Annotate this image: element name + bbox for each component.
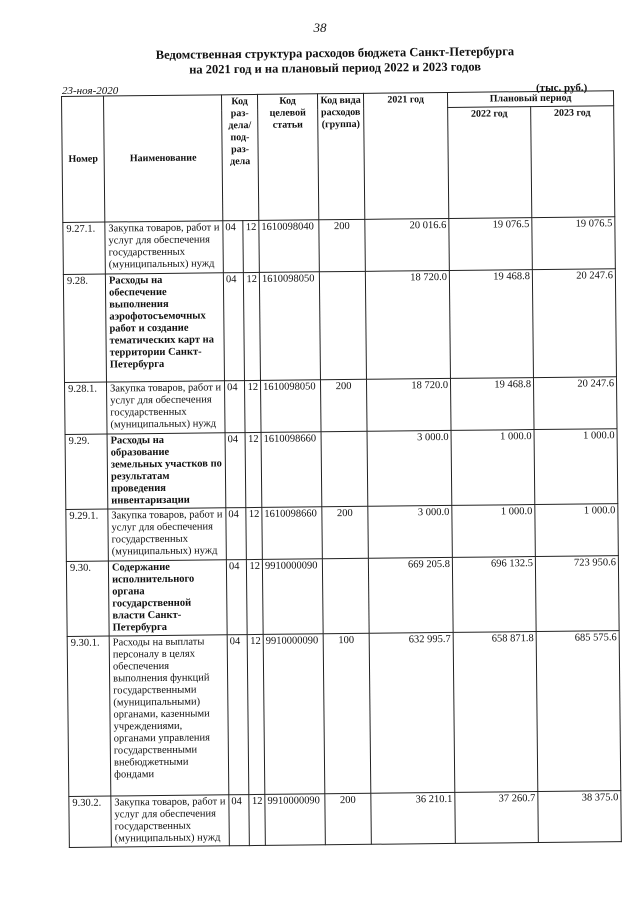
header-planned-period: Плановый период <box>447 91 613 108</box>
row-name: Закупка товаров, работ и услуг для обеспечения государственных (муниципальных) нужд <box>111 795 230 847</box>
page-number: 38 <box>313 20 327 35</box>
row-expense-type <box>319 271 366 379</box>
row-target-code: 1610098050 <box>261 380 322 433</box>
row-value-2022: 37 260.7 <box>455 792 539 844</box>
row-subsection: 12 <box>246 559 263 634</box>
row-value-2023: 1 000.0 <box>534 429 618 505</box>
table-header <box>62 91 615 223</box>
row-value-2023: 19 076.5 <box>532 217 616 270</box>
row-name: Закупка товаров, работ и услуг для обеспечения государственных (муниципальных) нужд <box>106 381 225 434</box>
row-subsection: 12 <box>246 507 263 559</box>
row-expense-type: 200 <box>319 219 366 271</box>
table-row <box>63 269 616 383</box>
header-2021: 2021 год <box>364 92 449 219</box>
row-value-2023: 1 000.0 <box>535 504 619 557</box>
row-target-code: 1610098660 <box>262 507 323 560</box>
row-target-code: 9910000090 <box>263 634 325 795</box>
row-name: Расходы на образование земельных участков по результатам проведения инвентаризации <box>107 433 226 509</box>
budget-table <box>61 90 622 848</box>
row-target-code: 1610098040 <box>259 220 320 273</box>
row-name: Содержание исполнительного органа государственной власти Санкт-Петербурга <box>108 560 227 636</box>
row-subsection: 12 <box>243 220 260 272</box>
row-name: Закупка товаров, работ и услуг для обеспечения государственных (муниципальных) нужд <box>105 221 224 274</box>
table-row <box>69 791 622 848</box>
header-target-code: Код целевой статьи <box>258 94 319 221</box>
table-row <box>66 504 619 562</box>
row-value-2022: 19 468.8 <box>450 378 534 431</box>
row-value-2022: 19 076.5 <box>449 218 533 271</box>
row-target-code: 9910000090 <box>265 794 326 846</box>
row-subsection: 12 <box>245 432 262 507</box>
row-expense-type: 200 <box>322 506 369 558</box>
row-value-2022: 1 000.0 <box>452 505 536 558</box>
row-section: 04 <box>223 221 244 273</box>
row-subsection: 12 <box>247 634 265 794</box>
row-name: Расходы на обеспечение выполнения аэрофотосъемочных работ и создание тематических карт на территории Санкт-Петербурга <box>105 273 224 382</box>
row-value-2023: 685 575.6 <box>536 631 621 792</box>
row-number: 9.30.1. <box>67 636 111 796</box>
row-subsection: 12 <box>249 794 266 845</box>
row-subsection: 12 <box>244 380 261 432</box>
row-section: 04 <box>226 560 247 635</box>
row-value-2023: 38 375.0 <box>538 791 622 843</box>
title-line-1: Ведомственная структура расходов бюджета Санкт-Петербурга <box>155 44 515 62</box>
row-target-code: 1610098660 <box>261 432 322 508</box>
row-expense-type <box>322 558 369 633</box>
row-value-2021: 36 210.1 <box>371 792 456 844</box>
table-row <box>65 429 618 510</box>
row-value-2021: 632 995.7 <box>369 632 455 793</box>
row-value-2021: 18 720.0 <box>366 378 451 431</box>
row-subsection: 12 <box>243 272 260 380</box>
title-line-2: на 2021 год и на плановый период 2022 и 2023 годов <box>189 59 482 77</box>
row-value-2022: 19 468.8 <box>449 270 533 379</box>
header-2022: 2022 год <box>448 107 532 219</box>
row-number: 9.28. <box>63 274 106 382</box>
header-2023: 2023 год <box>531 106 615 218</box>
row-value-2022: 696 132.5 <box>452 557 536 633</box>
budget-table-sheet <box>61 90 621 845</box>
row-value-2022: 658 871.8 <box>453 632 538 793</box>
document-title <box>100 44 570 79</box>
row-expense-type <box>321 431 368 506</box>
row-section: 04 <box>223 273 244 381</box>
table-body <box>63 217 622 848</box>
row-value-2021: 3 000.0 <box>367 430 452 506</box>
row-section: 04 <box>226 508 247 560</box>
table-row <box>65 377 618 435</box>
row-value-2021: 3 000.0 <box>368 505 453 558</box>
table-row <box>66 556 619 637</box>
document-date: 23-ноя-2020 <box>62 85 119 97</box>
row-section: 04 <box>229 795 250 846</box>
row-target-code: 1610098050 <box>259 272 320 381</box>
row-number: 9.27.1. <box>63 222 106 274</box>
header-expense-type-code: Код вида расходов (группа) <box>318 93 365 219</box>
row-name: Расходы на выплаты персоналу в целях обеспечения выполнения функций государственными (муниципальными) органами, казенными учреждениями, органами управления государственными внебюджетными фондами <box>109 635 229 796</box>
row-value-2023: 20 247.6 <box>532 269 616 378</box>
header-name: Наименование <box>104 95 223 222</box>
row-target-code: 9910000090 <box>262 559 323 635</box>
units-label: (тыс. руб.) <box>536 82 588 94</box>
row-number: 9.30. <box>66 561 109 636</box>
row-number: 9.29. <box>65 434 108 509</box>
table-row <box>63 217 616 275</box>
row-number: 9.28.1. <box>65 382 108 434</box>
row-section: 04 <box>227 635 249 795</box>
row-section: 04 <box>224 381 245 433</box>
row-expense-type: 100 <box>323 633 371 793</box>
row-number: 9.30.2. <box>69 796 112 847</box>
row-section: 04 <box>225 433 246 508</box>
row-expense-type: 200 <box>321 379 368 431</box>
header-section-code: Код раз-дела/ под-раз-дела <box>221 94 258 220</box>
row-expense-type: 200 <box>325 793 372 844</box>
row-value-2021: 20 016.6 <box>365 218 450 271</box>
row-value-2023: 20 247.6 <box>533 377 617 430</box>
header-number: Номер <box>62 96 105 222</box>
table-row <box>67 631 621 797</box>
row-value-2023: 723 950.6 <box>535 556 619 632</box>
row-value-2022: 1 000.0 <box>451 430 535 506</box>
row-value-2021: 669 205.8 <box>368 557 453 633</box>
row-name: Закупка товаров, работ и услуг для обеспечения государственных (муниципальных) нужд <box>108 508 227 561</box>
row-value-2021: 18 720.0 <box>365 270 450 379</box>
row-number: 9.29.1. <box>66 509 109 561</box>
